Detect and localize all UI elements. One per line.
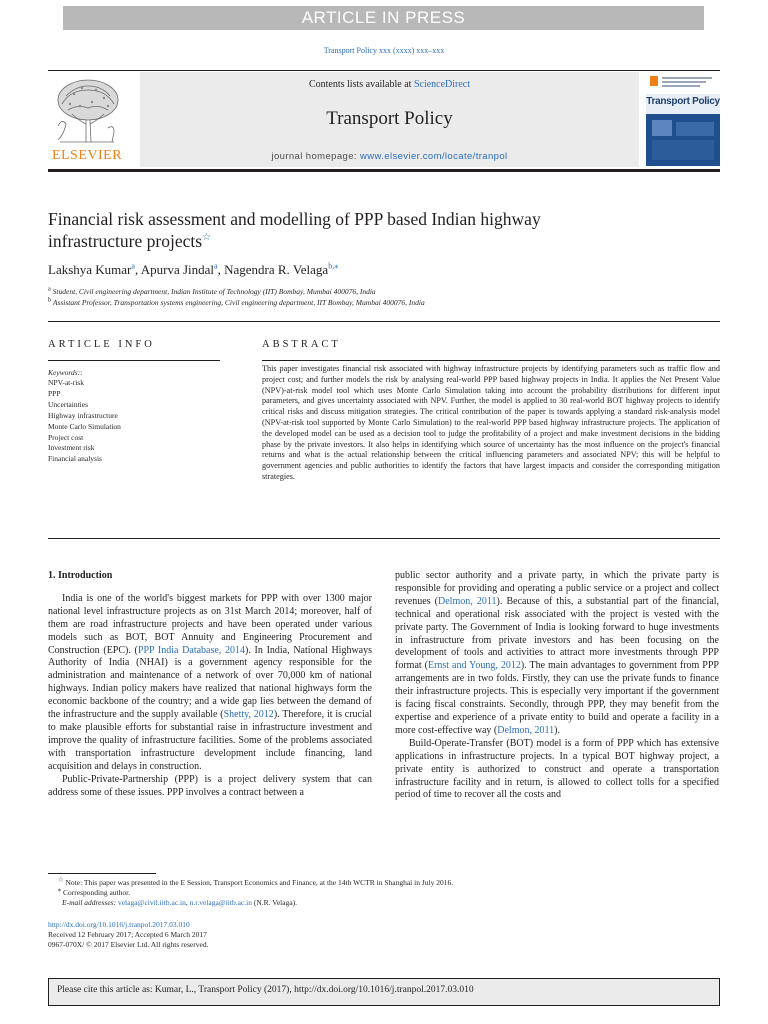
received-dates: Received 12 February 2017; Accepted 6 March 2017 bbox=[48, 930, 207, 940]
journal-cover-image[interactable] bbox=[646, 72, 720, 166]
author-separator: , bbox=[134, 262, 141, 277]
keyword-item: Project cost bbox=[48, 432, 84, 442]
keyword-item: PPP bbox=[48, 388, 61, 398]
footnote-rule bbox=[48, 873, 156, 874]
keywords-list bbox=[48, 378, 121, 465]
author-name[interactable]: Lakshya Kumar bbox=[48, 262, 132, 277]
author-name[interactable]: Nagendra R. Velaga bbox=[224, 262, 329, 277]
body-left-column bbox=[48, 570, 372, 799]
citation-ppp-india-database[interactable]: PPP India Database, 2014 bbox=[137, 644, 246, 656]
keyword-item: Uncertainties bbox=[48, 399, 88, 409]
author-list bbox=[48, 262, 338, 278]
article-in-press-banner: ARTICLE IN PRESS bbox=[63, 6, 704, 30]
intro-paragraph-4: Build-Operate-Transfer (BOT) model is a form of PPP which has extensive applications in infrastructure projects. In a typical BOT highway project, a private entity is authorized to construct and operate a transportation infrastructure facility and in return, is allowed to collect tolls for a specified period of time to recover all the costs and bbox=[395, 737, 719, 801]
citation-text[interactable]: Please cite this article as: Kumar, L., Transport Policy (2017), http://dx.doi.org/10.1016/j.tranpol.2017.03.010 bbox=[57, 985, 474, 995]
citation-shetty[interactable]: Shetty, 2012 bbox=[223, 709, 274, 721]
journal-homepage: journal homepage: www.elsevier.com/locate/tranpol bbox=[271, 151, 508, 162]
citation-box bbox=[48, 978, 720, 1006]
journal-reference-link[interactable]: Transport Policy xxx (xxxx) xxx–xxx bbox=[323, 46, 445, 55]
doi-block bbox=[48, 920, 208, 951]
abstract-divider bbox=[48, 538, 720, 539]
keyword-item: Investment risk bbox=[48, 443, 95, 453]
keyword-item: NPV-at-risk bbox=[48, 378, 84, 387]
abstract-rule bbox=[262, 360, 720, 361]
article-info-heading: ARTICLE INFO bbox=[48, 339, 155, 350]
citation-delmon-2[interactable]: Delmon, 2011 bbox=[497, 724, 555, 736]
elsevier-wordmark[interactable]: ELSEVIER bbox=[51, 148, 123, 163]
keywords-label: Keywords:: bbox=[48, 368, 83, 377]
intro-paragraph-1: India is one of the world's biggest markets for PPP with over 1300 major national level infrastructure projects as on 31st March 2014; moreover, half of them are road infrastructure projects and have been operated under various models such as BOT, BOT Annuity and Engineering Procurement and Construction (EPC). (PPP India Database, 2014). In India, National Highways Authority of India (NHAI) is a government agency responsible for the administration and maintenance of a network of over 70,000 km of national highways. Indian policy makers have realized that national highways form the economic backbone of the country; and a wide gap lies between the demand of the infrastructure and the supply available (Shetty, 2012). Therefore, it is crucial to make plausible efforts for substantial raise in infrastructure investment and improve the quality of infrastructure facilities. Some of the problems associated with transportation infrastructure development include financing, land acquisition and delays in construction. bbox=[48, 592, 372, 772]
header-top-rule bbox=[48, 70, 720, 71]
intro-paragraph-3: public sector authority and a private party, in which the private party is responsible for providing and operating a public service or a project and collect revenues (Delmon, 2011). Because of this, a substantial part of the financial, technical and operational risk associated with the project is vested with the private party. The Government of India is looking forward to huge investments in infrastructure from private investors and has been focusing on the development of tools and activities to attract more investments through PPP format (Ernst and Young, 2012). The main advantages to government from PPP arrangements are in two folds. Firstly, they can use the private funds to finance their infrastructure projects. This is especially very important if the government is facing fiscal constraints. Secondly, through PPP, they may benefit from the expertise and experience of a private entity to build and operate a facility in a more cost-effective way (Delmon, 2011). bbox=[395, 570, 719, 736]
doi-link[interactable]: http://dx.doi.org/10.1016/j.tranpol.2017.03.010 bbox=[48, 920, 190, 929]
journal-homepage-link[interactable]: www.elsevier.com/locate/tranpol bbox=[359, 151, 508, 162]
footnote-note: ☆ Note: This paper was presented in the E Session, Transport Economics and Finance, at the 14th WCTR in Shanghai in July 2016. bbox=[58, 876, 454, 887]
affiliation-divider bbox=[48, 321, 720, 322]
abstract-text: This paper investigates financial risk associated with highway infrastructure projects by identifying parameters such as traffic flow and project cost; and further models the risk by analysing real-world PPP based highway projects in India. It applies the Net Present Value (NPV)-at-risk model tool which uses Monte Carlo Simulation taking into account the probability distributions for different input parameters, and gives uncertainty associated with NPV. Further, the model is applied to 30 real-world BOT highway projects to identify critical risks and discuss mitigation strategies. The critical contribution of the paper is towards applying a standard risk-analysis model (NPV-at-risk tool supported by Monte Carlo Simulation) to the real-world PPP based highway infrastructure projects. The application of the developed model can be used as a decision tool to judge the profitability of a project and make investment decisions in the bidding phase by the private investors. It also helps in identifying which source of uncertainty has the most influence on the project's financial returns and what is the actual relationship between the critical influencing parameters and associated NPV; this will be helpful to government agencies and public authorities to identify the factors that have largest impacts and consider the corresponding mitigation strategies. bbox=[262, 364, 720, 481]
citation-delmon-1[interactable]: Delmon, 2011 bbox=[438, 595, 497, 607]
author-separator: , bbox=[217, 262, 225, 277]
author-affiliation-mark[interactable]: a bbox=[214, 261, 218, 271]
contents-available: Contents lists available at ScienceDirect bbox=[308, 79, 471, 90]
section-heading-introduction: 1. Introduction bbox=[48, 570, 113, 581]
affiliation-a: $^a$ Student, Civil engineering department, Indian Institute of Technology (IIT) Bombay, Mumbai 400076, India bbox=[48, 285, 376, 296]
title-footnote-mark[interactable]: ☆ bbox=[202, 232, 211, 244]
email-link-1[interactable]: velaga@civil.iitb.ac.in bbox=[117, 898, 186, 908]
author-name[interactable]: Apurva Jindal bbox=[140, 262, 215, 277]
keyword-item: Monte Carlo Simulation bbox=[48, 421, 121, 431]
citation-ernst-young[interactable]: Ernst and Young, 2012 bbox=[427, 660, 521, 672]
intro-paragraph-2: Public-Private-Partnership (PPP) is a project delivery system that can address some of these issues. PPP involves a contract between a bbox=[48, 773, 372, 798]
sciencedirect-link[interactable]: ScienceDirect bbox=[413, 79, 471, 90]
footnotes bbox=[48, 878, 720, 909]
abstract-heading: ABSTRACT bbox=[262, 339, 341, 350]
footnote-emails: E-mail addresses: velaga@civil.iitb.ac.in, n.r.velaga@iitb.ac.in (N.R. Velaga). bbox=[62, 898, 298, 908]
journal-title: Transport Policy bbox=[326, 108, 453, 129]
copyright-line: 0967-070X/ © 2017 Elsevier Ltd. All rights reserved. bbox=[48, 940, 209, 950]
affiliation-b: $^b$ Assistant Professor, Transportation systems engineering, Civil engineering department, IIT Bombay, Mumbai 400076, India bbox=[48, 296, 425, 307]
keyword-item: Financial analysis bbox=[48, 454, 102, 464]
article-title: Financial risk assessment and modelling of PPP based Indian highway infrastructure projects☆ bbox=[48, 209, 541, 251]
footnote-corresponding: ⁎ Corresponding author. bbox=[58, 886, 131, 898]
email-link-2[interactable]: n.r.velaga@iitb.ac.in bbox=[189, 898, 252, 908]
keyword-item: Highway infrastructure bbox=[48, 410, 118, 420]
author-affiliation-mark[interactable]: a bbox=[131, 261, 135, 271]
author-affiliation-mark[interactable]: b,⁎ bbox=[328, 261, 339, 271]
body-right-column bbox=[395, 570, 719, 802]
header-bottom-rule bbox=[48, 169, 720, 172]
journal-cover-title: Transport Policy bbox=[646, 96, 720, 107]
article-info-rule bbox=[48, 360, 220, 361]
